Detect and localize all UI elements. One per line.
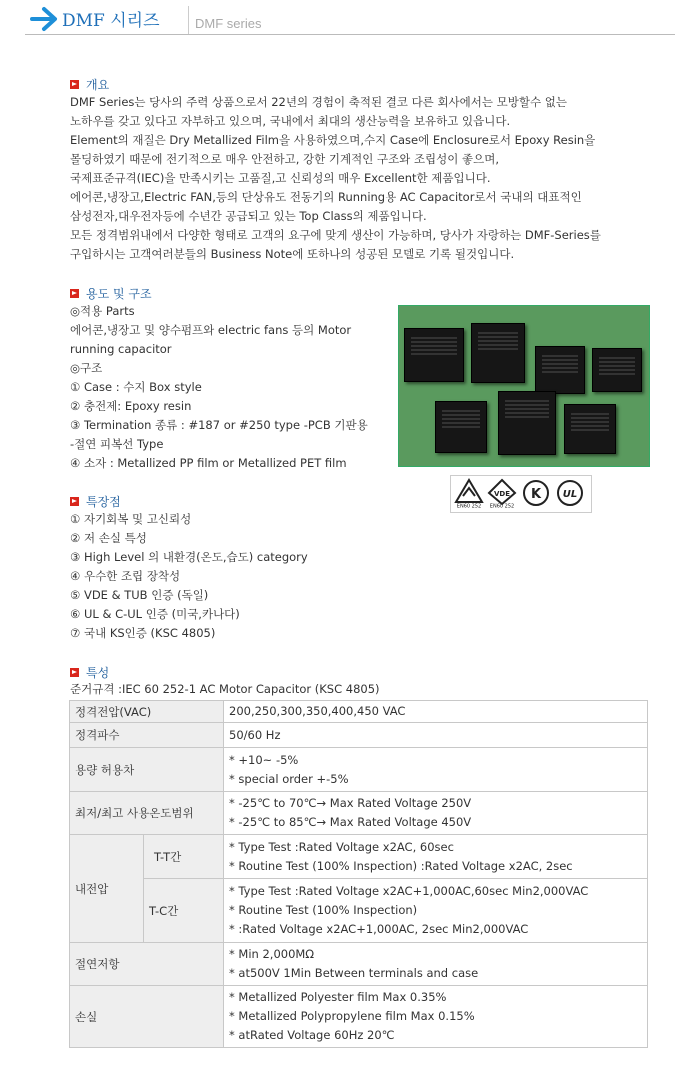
feature-item: ④ 우수한 조립 장착성: [70, 569, 181, 583]
overview-line: 모든 정격범위내에서 다양한 형태로 고객의 요구에 맞게 생산이 가능하며, 당사가 자랑하는 DMF-Series를: [70, 228, 601, 242]
page-header: [25, 0, 675, 38]
arrow-bullet-icon: [70, 668, 79, 677]
sub-row-label: T-T간: [144, 835, 224, 879]
usage-line: ◎구조: [70, 361, 103, 375]
overview-line: DMF Series는 당사의 주력 상품으로서 22년의 경험이 축적된 결코 다른 회사에서는 모방할수 없는: [70, 95, 567, 109]
row-label: 정격파수: [70, 723, 224, 748]
feature-item: ⑦ 국내 KS인증 (KSC 4805): [70, 626, 216, 640]
usage-line: ◎적용 Parts: [70, 304, 135, 318]
row-value: * Type Test :Rated Voltage x2AC, 60sec * Routine Test (100% Inspection) :Rated Voltage x2AC, 2sec: [224, 835, 648, 879]
row-label: 절연저항: [70, 943, 224, 986]
table-row: [70, 986, 648, 1048]
features-list: [70, 510, 430, 643]
capacitor-image: [498, 391, 556, 455]
usage-line: ① Case : 수지 Box style: [70, 380, 202, 394]
header-underline: [25, 34, 675, 35]
table-row: [70, 879, 648, 943]
overview-line: Element의 재질은 Dry Metallized Film을 사용하였으며,수지 Case에 Enclosure로서 Epoxy Resin을: [70, 133, 596, 147]
k-cert-icon: [521, 478, 551, 508]
overview-line: 몰딩하였기 때문에 전기적으로 매우 안전하고, 강한 기계적인 구조와 조립성이 좋으며,: [70, 152, 500, 166]
arrow-bullet-icon: [70, 80, 79, 89]
svg-text:VDE: VDE: [493, 490, 511, 498]
capacitor-image: [564, 404, 616, 454]
overview-text: [70, 93, 650, 264]
overview-line: 구입하시는 고객여러분들의 Business Note에 또하나의 성공된 모델로 기록 될것입니다.: [70, 247, 515, 261]
overview-line: 삼성전자,대우전자등에 수년간 공급되고 있는 Top Class의 제품입니다.: [70, 209, 427, 223]
capacitor-image: [435, 401, 487, 453]
triangle-cert-icon: [454, 478, 484, 508]
usage-line: ④ 소자 : Metallized PP film or Metallized PET film: [70, 456, 347, 470]
specs-standard: 준거규격 :IEC 60 252-1 AC Motor Capacitor (KSC 4805): [70, 682, 380, 696]
specs-heading: 특성: [70, 664, 109, 681]
row-value: * Type Test :Rated Voltage x2AC+1,000AC,60sec Min2,000VAC * Routine Test (100% Inspection) * :Rated Voltage x2AC+1,000AC, 2sec Min2,000VAC: [224, 879, 648, 943]
capacitor-image: [471, 323, 525, 383]
row-value: 50/60 Hz: [224, 723, 648, 748]
row-value: * Metallized Polyester film Max 0.35% * Metallized Polypropylene film Max 0.15% * atRated Voltage 60Hz 20℃: [224, 986, 648, 1048]
overview-heading: 개요: [70, 76, 109, 93]
table-row: [70, 835, 648, 879]
arrow-bullet-icon: [70, 497, 79, 506]
usage-heading: 용도 및 구조: [70, 285, 152, 302]
usage-line: -절연 피복선 Type: [70, 437, 164, 451]
header-divider: [188, 6, 189, 34]
table-row: [70, 723, 648, 748]
row-label: 용량 허용차: [70, 748, 224, 792]
usage-line: 에어콘,냉장고 및 양수펌프와 electric fans 등의 Motor: [70, 323, 352, 337]
feature-item: ⑤ VDE & TUB 인증 (독일): [70, 588, 209, 602]
row-label: 최저/최고 사용온도범위: [70, 792, 224, 835]
usage-line: ② 충전제: Epoxy resin: [70, 399, 192, 413]
row-value: 200,250,300,350,400,450 VAC: [224, 701, 648, 723]
sub-row-label: T-C간: [144, 879, 224, 943]
overview-line: 국제표준규격(IEC)을 만족시키는 고품질,고 신뢰성의 매우 Excellent한 제품입니다.: [70, 171, 491, 185]
usage-line: ③ Termination 종류 : #187 or #250 type -PCB 기판용: [70, 418, 368, 432]
table-row: [70, 943, 648, 986]
arrow-right-icon: [30, 6, 60, 32]
capacitor-image: [404, 328, 464, 382]
vde-cert-icon: [487, 478, 517, 508]
table-row: [70, 748, 648, 792]
row-label: 정격전압(VAC): [70, 701, 224, 723]
usage-text: [70, 302, 390, 473]
table-row: [70, 701, 648, 723]
row-label: 손실: [70, 986, 224, 1048]
specs-table: [69, 700, 648, 1048]
product-photo: [398, 305, 650, 467]
page-title: DMF 시리즈: [62, 11, 160, 31]
overview-line: 에어콘,냉장고,Electric FAN,등의 단상유도 전동기의 Running용 AC Capacitor로서 국내의 대표적인: [70, 190, 582, 204]
row-label: 내전압: [70, 835, 144, 943]
svg-text:EN60 252: EN60 252: [489, 503, 515, 508]
svg-text:EN60 252: EN60 252: [456, 503, 482, 508]
certification-marks: [450, 475, 592, 513]
svg-text:UL: UL: [562, 489, 578, 500]
row-value: * Min 2,000MΩ * at500V 1Min Between terminals and case: [224, 943, 648, 986]
arrow-bullet-icon: [70, 289, 79, 298]
usage-line: running capacitor: [70, 342, 172, 356]
svg-text:K: K: [530, 487, 542, 502]
features-heading: 특장점: [70, 493, 121, 510]
row-value: * +10~ -5% * special order +-5%: [224, 748, 648, 792]
feature-item: ② 저 손실 특성: [70, 531, 147, 545]
page-subtitle: DMF series: [195, 16, 262, 31]
feature-item: ⑥ UL & C-UL 인증 (미국,카나다): [70, 607, 240, 621]
feature-item: ① 자기회복 및 고신뢰성: [70, 512, 192, 526]
overview-line: 노하우를 갖고 있다고 자부하고 있으며, 국내에서 최대의 생산능력을 보유하고 있읍니다.: [70, 114, 511, 128]
capacitor-image: [592, 348, 642, 392]
row-value: * -25℃ to 70℃→ Max Rated Voltage 250V * -25℃ to 85℃→ Max Rated Voltage 450V: [224, 792, 648, 835]
table-row: [70, 792, 648, 835]
ul-cert-icon: [555, 478, 585, 508]
feature-item: ③ High Level 의 내환경(온도,습도) category: [70, 550, 308, 564]
capacitor-image: [535, 346, 585, 394]
